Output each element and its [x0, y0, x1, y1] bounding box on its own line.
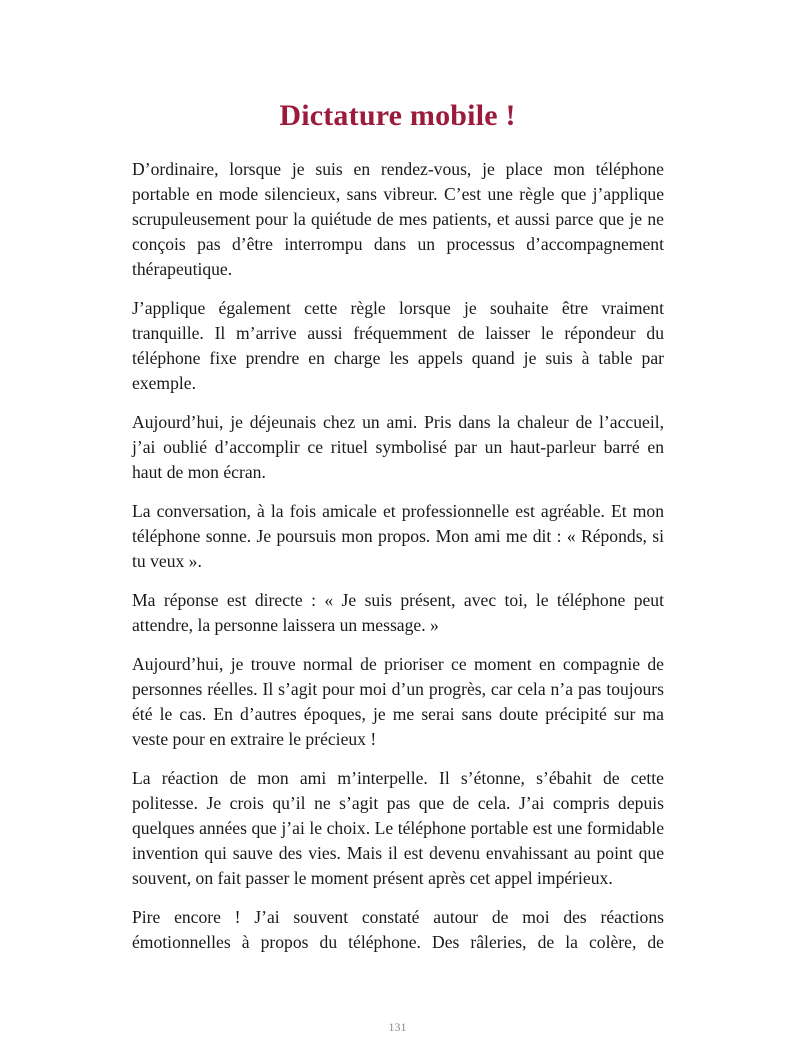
paragraph-4: La conversation, à la fois amicale et professionnelle est agréable. Et mon téléphone sonne. Je poursuis mon propos. Mon ami me dit : « Réponds, si tu veux ». [132, 501, 664, 571]
paragraph-1: D’ordinaire, lorsque je suis en rendez-vous, je place mon téléphone portable en mode silencieux, sans vibreur. C’est une règle que j’applique scrupuleusement pour la quiétude de mes patients, et aussi parce que je ne conçois pas d’être interrompu dans un processus d’accompagnement thérapeutique. [132, 159, 664, 279]
paragraph-3: Aujourd’hui, je déjeunais chez un ami. Pris dans la chaleur de l’accueil, j’ai oublié d’accomplir ce rituel symbolisé par un haut-parleur barré en haut de mon écran. [132, 412, 664, 482]
paragraph-6: Aujourd’hui, je trouve normal de prioriser ce moment en compagnie de personnes réelles. Il s’agit pour moi d’un progrès, car cela n’a pas toujours été le cas. En d’autres époques, je me serai sans doute précipité sur ma veste pour en extraire le précieux ! [132, 654, 664, 749]
paragraph-2: J’applique également cette règle lorsque je souhaite être vraiment tranquille. Il m’arrive aussi fréquemment de laisser le répondeur du téléphone fixe prendre en charge les appels quand je suis à table par exemple. [132, 298, 664, 393]
paragraph-8: Pire encore ! J’ai souvent constaté autour de moi des réactions émotionnelles à propos du téléphone. Des râleries, de la colère, de [132, 907, 664, 952]
page-title: Dictature mobile ! [279, 99, 516, 132]
paragraph-5: Ma réponse est directe : « Je suis présent, avec toi, le téléphone peut attendre, la personne laissera un message. » [132, 590, 664, 635]
paragraph-7: La réaction de mon ami m’interpelle. Il s’étonne, s’ébahit de cette politesse. Je crois qu’il ne s’agit pas que de cela. J’ai compris depuis quelques années que j’ai le choix. Le téléphone portable est une formidable invention qui sauve des vies. Mais il est devenu envahissant au point que souvent, on fait passer le moment présent après cet appel impérieux. [132, 768, 664, 888]
body-text [132, 157, 664, 969]
page-number: 131 [388, 1020, 407, 1034]
